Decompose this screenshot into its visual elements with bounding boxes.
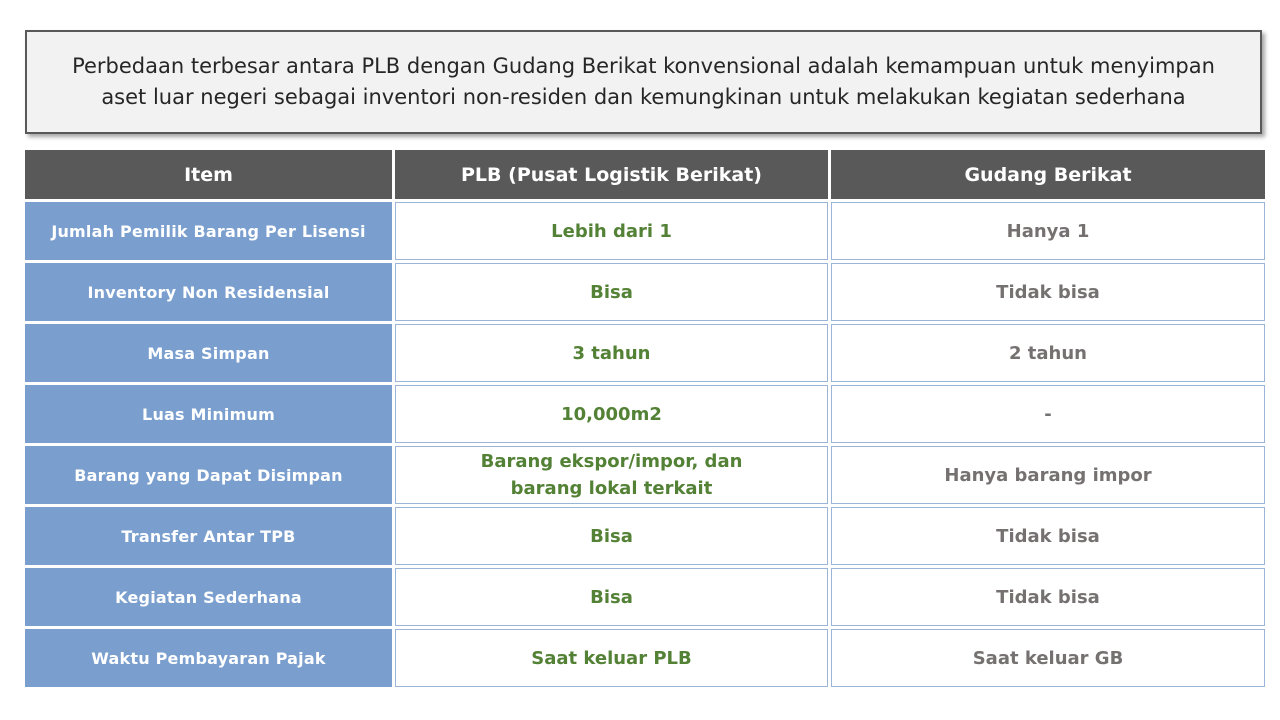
row-label: Luas Minimum — [25, 385, 392, 443]
table-row — [25, 385, 1265, 443]
table-header-row — [25, 150, 1265, 199]
row-label: Jumlah Pemilik Barang Per Lisensi — [25, 202, 392, 260]
plb-value — [395, 629, 828, 687]
plb-value — [395, 507, 828, 565]
gb-value: Tidak bisa — [831, 263, 1265, 321]
gb-value: 2 tahun — [831, 324, 1265, 382]
table-row — [25, 263, 1265, 321]
summary-text — [72, 51, 1215, 113]
row-label: Transfer Antar TPB — [25, 507, 392, 565]
plb-value-line: Bisa — [590, 525, 633, 547]
summary-line-1: Perbedaan terbesar antara PLB dengan Gudang Berikat konvensional adalah kemampuan untuk menyimpan — [72, 54, 1215, 78]
plb-value-line-2: barang lokal terkait — [510, 478, 713, 499]
plb-value-line: Barang ekspor/impor, dan — [480, 451, 743, 472]
row-label: Masa Simpan — [25, 324, 392, 382]
table-row — [25, 629, 1265, 687]
header-plb: PLB (Pusat Logistik Berikat) — [395, 150, 828, 199]
header-item: Item — [25, 150, 392, 199]
plb-value-line: Bisa — [590, 586, 633, 608]
plb-value — [395, 446, 828, 504]
row-label: Kegiatan Sederhana — [25, 568, 392, 626]
gb-value: Tidak bisa — [831, 568, 1265, 626]
table-row — [25, 568, 1265, 626]
plb-value-line: 3 tahun — [572, 342, 651, 364]
summary-callout — [25, 30, 1262, 134]
gb-value: Hanya 1 — [831, 202, 1265, 260]
header-gudang-berikat: Gudang Berikat — [831, 150, 1265, 199]
plb-value-line: Saat keluar PLB — [531, 647, 692, 669]
table-row — [25, 507, 1265, 565]
comparison-table — [25, 150, 1265, 690]
gb-value: Hanya barang impor — [831, 446, 1265, 504]
plb-value — [395, 385, 828, 443]
plb-value — [395, 202, 828, 260]
plb-value-line: 10,000m2 — [561, 403, 662, 425]
gb-value: - — [831, 385, 1265, 443]
table-row — [25, 324, 1265, 382]
plb-value — [395, 568, 828, 626]
row-label: Barang yang Dapat Disimpan — [25, 446, 392, 504]
row-label: Waktu Pembayaran Pajak — [25, 629, 392, 687]
plb-value — [395, 324, 828, 382]
plb-value-line: Lebih dari 1 — [551, 220, 672, 242]
gb-value: Tidak bisa — [831, 507, 1265, 565]
table-row — [25, 202, 1265, 260]
plb-value-line: Bisa — [590, 281, 633, 303]
plb-value — [395, 263, 828, 321]
table-row — [25, 446, 1265, 504]
row-label: Inventory Non Residensial — [25, 263, 392, 321]
gb-value: Saat keluar GB — [831, 629, 1265, 687]
summary-line-2: aset luar negeri sebagai inventori non-residen dan kemungkinan untuk melakukan kegiatan sederhana — [101, 85, 1186, 109]
